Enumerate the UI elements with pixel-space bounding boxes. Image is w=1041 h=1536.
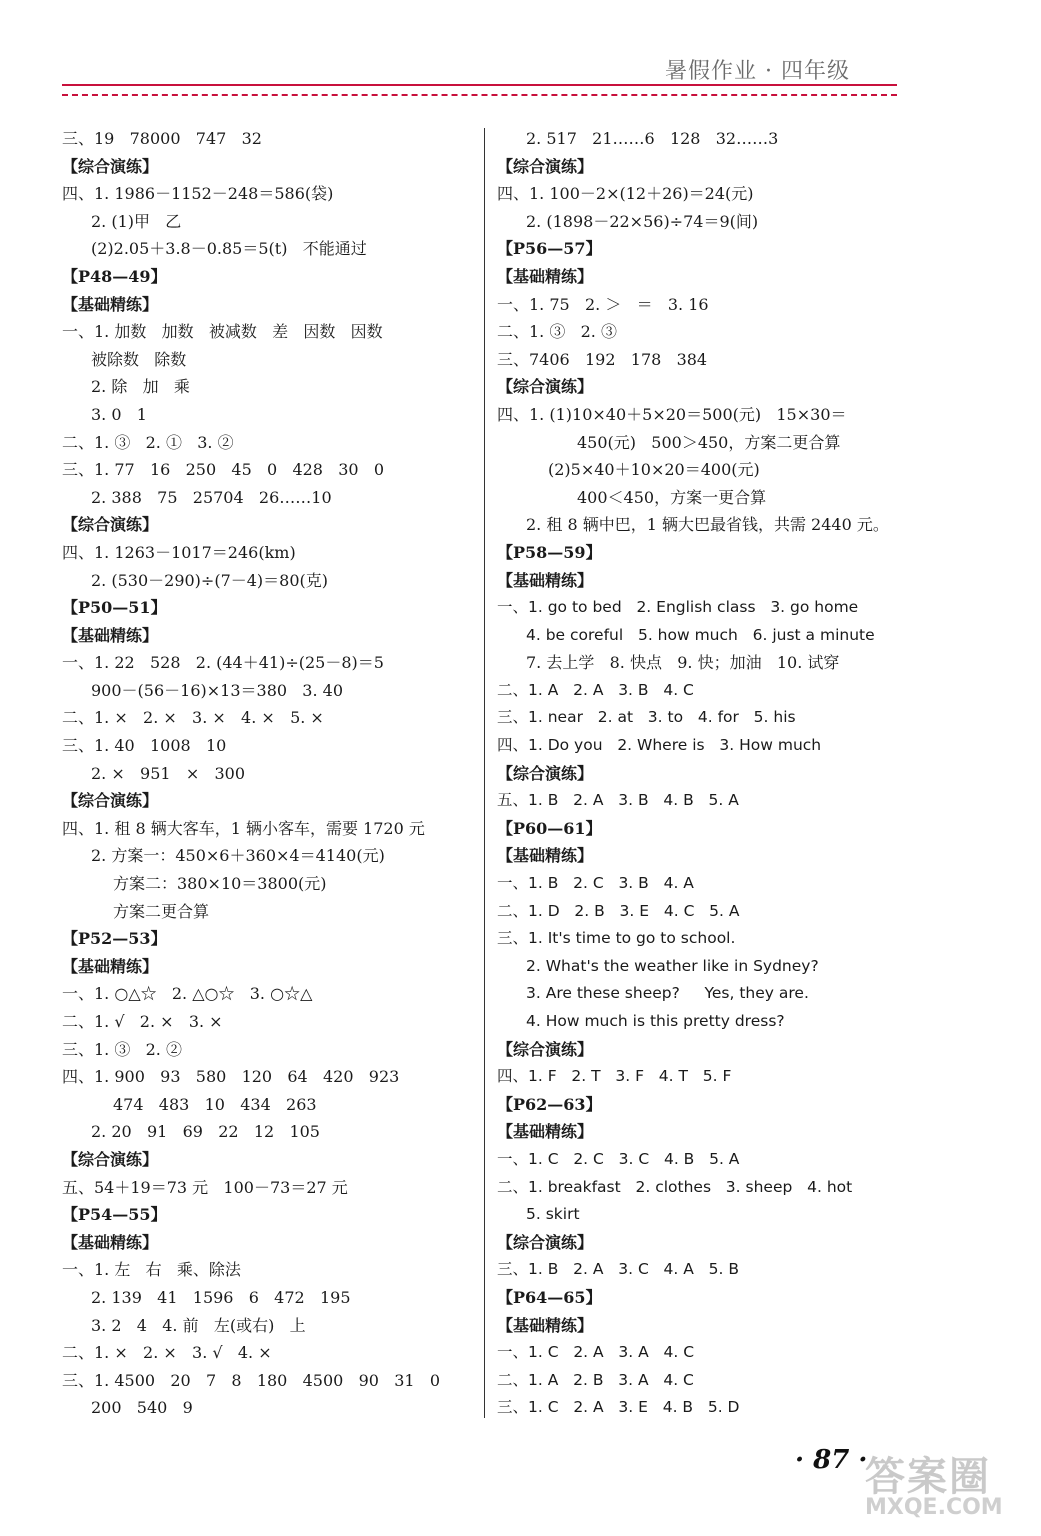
answer-line: 2. 除 加 乘 — [91, 377, 190, 397]
watermark — [865, 1445, 1030, 1525]
answer-column-left — [62, 125, 477, 1422]
section-heading: 【P60—61】 — [497, 818, 602, 838]
header-title: 暑假作业 · 四年级 — [665, 59, 850, 84]
section-heading: 【基础精练】 — [497, 1122, 594, 1142]
section-heading: 【综合演练】 — [62, 1149, 159, 1169]
answer-line: 三、1. 77 16 250 45 0 428 30 0 — [62, 460, 385, 480]
answer-line: (2)5×40＋10×20＝400(元) — [548, 460, 760, 480]
answer-line: 3. 2 4 4. 前 左(或右) 上 — [91, 1315, 306, 1335]
section-heading: 【P56—57】 — [497, 239, 602, 259]
answer-line: 一、1. B 2. C 3. B 4. A — [497, 874, 694, 893]
answer-line: 2. (530－290)÷(7－4)＝80(克) — [91, 570, 329, 590]
answer-line: (2)2.05＋3.8－0.85＝5(t) 不能通过 — [91, 239, 367, 259]
answer-line: 五、1. B 2. A 3. B 4. B 5. A — [497, 791, 739, 810]
answer-line: 二、1. A 2. B 3. A 4. C — [497, 1370, 694, 1389]
section-heading: 【P64—65】 — [497, 1287, 602, 1307]
answer-line: 二、1. × 2. × 3. × 4. × 5. × — [62, 708, 324, 728]
answer-line: 三、1. 4500 20 7 8 180 4500 90 31 0 — [62, 1370, 441, 1390]
answer-line: 2. × 951 × 300 — [91, 763, 246, 783]
section-heading: 【P62—63】 — [497, 1094, 602, 1114]
section-heading: 【综合演练】 — [497, 377, 594, 397]
section-heading: 【综合演练】 — [497, 1232, 594, 1252]
answer-line: 三、1. C 2. A 3. E 4. B 5. D — [497, 1398, 740, 1417]
watermark-site: MXQE.COM — [865, 1495, 1003, 1520]
answer-line: 一、1. C 2. A 3. A 4. C — [497, 1343, 695, 1362]
answer-line: 2. 租 8 辆中巴，1 辆大巴最省钱，共需 2440 元。 — [526, 515, 889, 535]
answer-line: 2. 388 75 25704 26……10 — [91, 487, 332, 507]
answer-line: 2. (1)甲 乙 — [91, 211, 182, 231]
answer-line: 三、19 78000 747 32 — [62, 129, 262, 148]
answer-line: 4. be coreful 5. how much 6. just a minute — [526, 625, 875, 644]
answer-line: 方案二更合算 — [113, 901, 210, 921]
answer-line: 2. 517 21……6 128 32……3 — [526, 129, 779, 148]
section-heading: 【P48—49】 — [62, 266, 167, 286]
answer-line: 474 483 10 434 263 — [113, 1094, 317, 1114]
answer-line: 2. 20 91 69 22 12 105 — [91, 1122, 320, 1142]
answer-line: 一、1. 左 右 乘、除法 — [62, 1260, 241, 1280]
section-heading: 【综合演练】 — [497, 1039, 594, 1059]
section-heading: 【综合演练】 — [62, 156, 159, 176]
answer-line: 450(元) 500＞450，方案二更合算 — [577, 432, 841, 452]
answer-line: 方案二：380×10＝3800(元) — [113, 874, 327, 894]
answer-line: 四、1. 租 8 辆大客车，1 辆小客车，需要 1720 元 — [62, 818, 425, 838]
answer-line: 二、1. ③ 2. ③ — [497, 322, 617, 342]
answer-line: 被除数 除数 — [91, 349, 187, 369]
answer-line: 四、1. 900 93 580 120 64 420 923 — [62, 1067, 400, 1087]
answer-line: 四、1. F 2. T 3. F 4. T 5. F — [497, 1067, 732, 1086]
answer-line: 一、1. ○△☆ 2. △○☆ 3. ○☆△ — [62, 984, 313, 1004]
section-heading: 【基础精练】 — [62, 625, 159, 645]
section-heading: 【综合演练】 — [497, 156, 594, 176]
answer-line: 四、1. Do you 2. Where is 3. How much — [497, 736, 822, 755]
answer-line: 2. (1898－22×56)÷74＝9(间) — [526, 211, 759, 231]
answer-line: 2. 139 41 1596 6 472 195 — [91, 1287, 351, 1307]
answer-line: 7. 去上学 8. 快点 9. 快；加油 10. 试穿 — [526, 653, 840, 673]
answer-line: 3. Are these sheep? Yes, they are. — [526, 984, 809, 1003]
answer-line: 2. 方案一：450×6＋360×4＝4140(元) — [91, 846, 385, 866]
page-number: · 87 · — [795, 1445, 868, 1475]
answer-line: 四、1. 1263－1017＝246(km) — [62, 542, 296, 562]
watermark-logo: 答案圈 — [865, 1454, 991, 1500]
answer-line: 200 540 9 — [91, 1398, 193, 1418]
header-rule-dashed — [62, 94, 897, 96]
answer-line: 二、1. breakfast 2. clothes 3. sheep 4. hot — [497, 1177, 853, 1196]
answer-line: 二、1. A 2. A 3. B 4. C — [497, 680, 694, 699]
answer-line: 一、1. 加数 加数 被减数 差 因数 因数 — [62, 322, 383, 342]
answer-line: 二、1. ③ 2. ① 3. ② — [62, 432, 234, 452]
answer-column-right — [497, 125, 917, 1422]
answer-line: 一、1. 75 2. ＞ ＝ 3. 16 — [497, 294, 709, 314]
answer-line: 900－(56－16)×13＝380 3. 40 — [91, 680, 344, 700]
section-heading: 【P52—53】 — [62, 929, 167, 949]
section-heading: 【基础精练】 — [497, 846, 594, 866]
section-heading: 【基础精练】 — [497, 570, 594, 590]
column-divider — [484, 128, 485, 1418]
answer-line: 4. How much is this pretty dress? — [526, 1012, 785, 1030]
answer-line: 五、54＋19＝73 元 100－73＝27 元 — [62, 1177, 348, 1197]
answer-line: 二、1. √ 2. × 3. × — [62, 1012, 223, 1031]
answer-line: 三、1. ③ 2. ② — [62, 1039, 182, 1059]
answer-line: 三、1. B 2. A 3. C 4. A 5. B — [497, 1260, 739, 1279]
answer-line: 三、7406 192 178 384 — [497, 349, 708, 369]
answer-line: 一、1. C 2. C 3. C 4. B 5. A — [497, 1149, 740, 1168]
section-heading: 【P58—59】 — [497, 542, 602, 562]
answer-line: 3. 0 1 — [91, 404, 147, 424]
section-heading: 【综合演练】 — [62, 515, 159, 535]
section-heading: 【基础精练】 — [62, 294, 159, 314]
answer-line: 四、1. (1)10×40＋5×20＝500(元) 15×30＝ — [497, 404, 847, 424]
section-heading: 【基础精练】 — [62, 1232, 159, 1252]
section-heading: 【综合演练】 — [497, 763, 594, 783]
answer-line: 二、1. D 2. B 3. E 4. C 5. A — [497, 901, 740, 920]
answer-line: 一、1. go to bed 2. English class 3. go home — [497, 598, 859, 617]
answer-line: 2. What's the weather like in Sydney? — [526, 956, 819, 975]
section-heading: 【基础精练】 — [62, 956, 159, 976]
header-rule-solid — [62, 84, 897, 86]
answer-line: 二、1. × 2. × 3. √ 4. × — [62, 1343, 272, 1363]
answer-line: 三、1. near 2. at 3. to 4. for 5. his — [497, 708, 796, 727]
answer-line: 三、1. It's time to go to school. — [497, 929, 736, 948]
answer-line: 400＜450，方案一更合算 — [577, 487, 767, 507]
section-heading: 【P50—51】 — [62, 598, 167, 618]
section-heading: 【P54—55】 — [62, 1205, 167, 1225]
answer-line: 一、1. 22 528 2. (44＋41)÷(25－8)＝5 — [62, 653, 384, 673]
section-heading: 【综合演练】 — [62, 791, 159, 811]
answer-line: 5. skirt — [526, 1205, 580, 1224]
answer-line: 三、1. 40 1008 10 — [62, 736, 227, 756]
section-heading: 【基础精练】 — [497, 1315, 594, 1335]
answer-line: 四、1. 1986－1152－248＝586(袋) — [62, 184, 334, 204]
answer-line: 四、1. 100－2×(12＋26)＝24(元) — [497, 184, 754, 204]
section-heading: 【基础精练】 — [497, 266, 594, 286]
